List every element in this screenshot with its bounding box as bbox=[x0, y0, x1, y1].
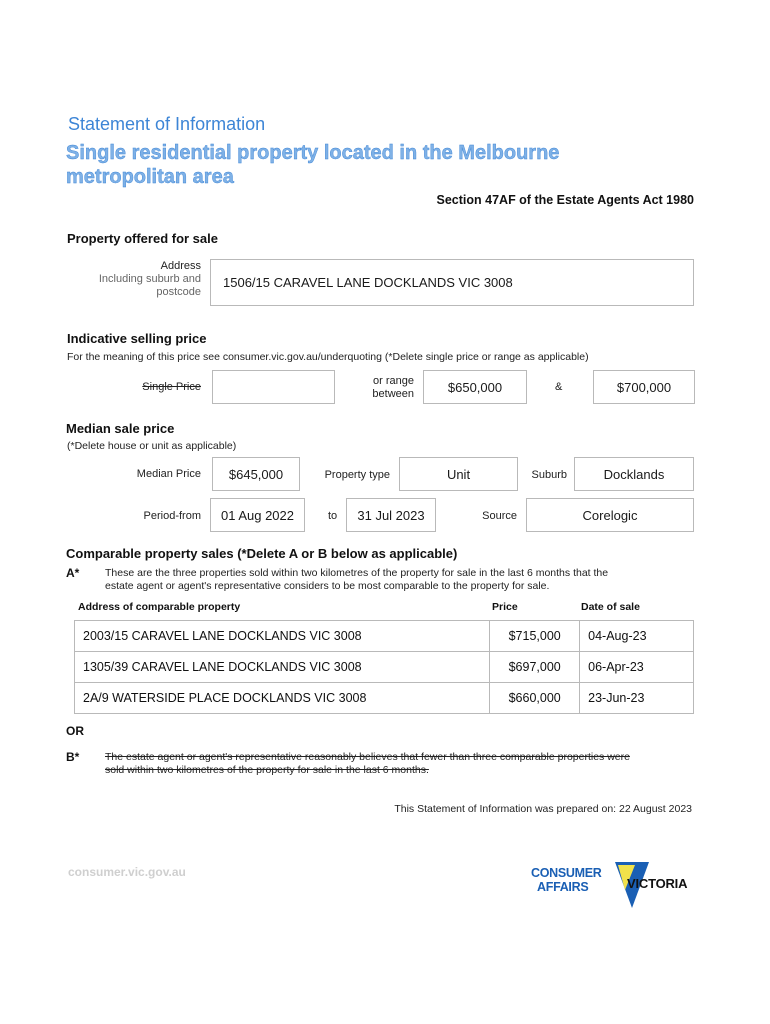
comparable-price[interactable]: $660,000 bbox=[490, 683, 580, 714]
option-b-text-line-2: sold within two kilometres of the property for sale in the last 6 months. bbox=[105, 764, 429, 776]
comparable-price[interactable]: $697,000 bbox=[490, 652, 580, 683]
property-offered-heading: Property offered for sale bbox=[67, 231, 218, 246]
period-to-label: to bbox=[328, 510, 338, 522]
option-b-marker: B* bbox=[66, 750, 80, 764]
table-row bbox=[75, 652, 694, 683]
address-field[interactable]: 1506/15 CARAVEL LANE DOCKLANDS VIC 3008 bbox=[210, 259, 694, 306]
indicative-price-heading: Indicative selling price bbox=[67, 331, 207, 346]
address-label-3: postcode bbox=[156, 286, 201, 298]
comparable-address[interactable]: 2003/15 CARAVEL LANE DOCKLANDS VIC 3008 bbox=[75, 621, 490, 652]
range-label-1: or range bbox=[373, 375, 414, 387]
suburb-field[interactable]: Docklands bbox=[574, 457, 694, 491]
range-ampersand: & bbox=[555, 381, 563, 393]
single-price-field[interactable] bbox=[212, 370, 335, 404]
footer-website[interactable]: consumer.vic.gov.au bbox=[68, 865, 186, 879]
period-from-field[interactable]: 01 Aug 2022 bbox=[210, 498, 305, 532]
median-price-field[interactable]: $645,000 bbox=[212, 457, 300, 491]
property-type-field[interactable]: Unit bbox=[399, 457, 518, 491]
option-a-text-line-2: estate agent or agent's representative considers to be most comparable to the property for sale. bbox=[105, 580, 550, 592]
col-header-date: Date of sale bbox=[581, 601, 640, 613]
logo-victoria: VICTORIA bbox=[627, 876, 688, 891]
comparable-date[interactable]: 04-Aug-23 bbox=[580, 621, 694, 652]
table-row bbox=[75, 683, 694, 714]
consumer-affairs-victoria-logo bbox=[531, 862, 697, 910]
act-reference: Section 47AF of the Estate Agents Act 1980 bbox=[436, 193, 694, 207]
option-b-text-line-1: The estate agent or agent's representative reasonably believes that fewer than three comparable properties were bbox=[105, 751, 630, 763]
col-header-price: Price bbox=[492, 601, 518, 613]
or-label: OR bbox=[66, 724, 84, 738]
suburb-label: Suburb bbox=[531, 469, 567, 481]
option-b-text bbox=[105, 751, 630, 777]
col-header-address: Address of comparable property bbox=[78, 601, 241, 613]
median-price-label: Median Price bbox=[136, 468, 201, 480]
option-a-text bbox=[105, 567, 608, 593]
comparable-address[interactable]: 2A/9 WATERSIDE PLACE DOCKLANDS VIC 3008 bbox=[75, 683, 490, 714]
doc-subtitle-line-1: Single residential property located in the Melbourne bbox=[66, 142, 560, 164]
property-type-label: Property type bbox=[324, 469, 390, 481]
comparable-date[interactable]: 06-Apr-23 bbox=[580, 652, 694, 683]
range-high-field[interactable]: $700,000 bbox=[593, 370, 695, 404]
range-low-field[interactable]: $650,000 bbox=[423, 370, 527, 404]
address-label-2: Including suburb and bbox=[98, 273, 201, 285]
period-from-label: Period-from bbox=[143, 510, 201, 522]
period-to-field[interactable]: 31 Jul 2023 bbox=[346, 498, 436, 532]
option-a-marker: A* bbox=[66, 566, 80, 580]
comparable-date[interactable]: 23-Jun-23 bbox=[580, 683, 694, 714]
address-label-1: Address bbox=[160, 260, 201, 272]
comparable-table bbox=[74, 620, 694, 714]
logo-consumer: CONSUMER bbox=[531, 866, 602, 880]
address-label bbox=[80, 260, 201, 299]
source-label: Source bbox=[482, 510, 517, 522]
logo-affairs: AFFAIRS bbox=[537, 880, 589, 894]
comparable-heading: Comparable property sales (*Delete A or B below as applicable) bbox=[66, 546, 458, 561]
prepared-on: This Statement of Information was prepared on: 22 August 2023 bbox=[394, 803, 692, 815]
range-label bbox=[345, 375, 414, 401]
median-note: (*Delete house or unit as applicable) bbox=[67, 440, 237, 452]
source-field[interactable]: Corelogic bbox=[526, 498, 694, 532]
table-row bbox=[75, 621, 694, 652]
doc-title: Statement of Information bbox=[68, 114, 266, 134]
indicative-price-note: For the meaning of this price see consumer.vic.gov.au/underquoting (*Delete single price or range as applicable) bbox=[67, 351, 589, 363]
comparable-price[interactable]: $715,000 bbox=[490, 621, 580, 652]
median-heading: Median sale price bbox=[66, 421, 175, 436]
range-label-2: between bbox=[372, 388, 414, 400]
comparable-address[interactable]: 1305/39 CARAVEL LANE DOCKLANDS VIC 3008 bbox=[75, 652, 490, 683]
option-a-text-line-1: These are the three properties sold within two kilometres of the property for sale in the last 6 months that the bbox=[105, 567, 609, 579]
doc-subtitle-line-2: metropolitan area bbox=[66, 166, 234, 188]
single-price-label: Single Price bbox=[142, 381, 201, 393]
